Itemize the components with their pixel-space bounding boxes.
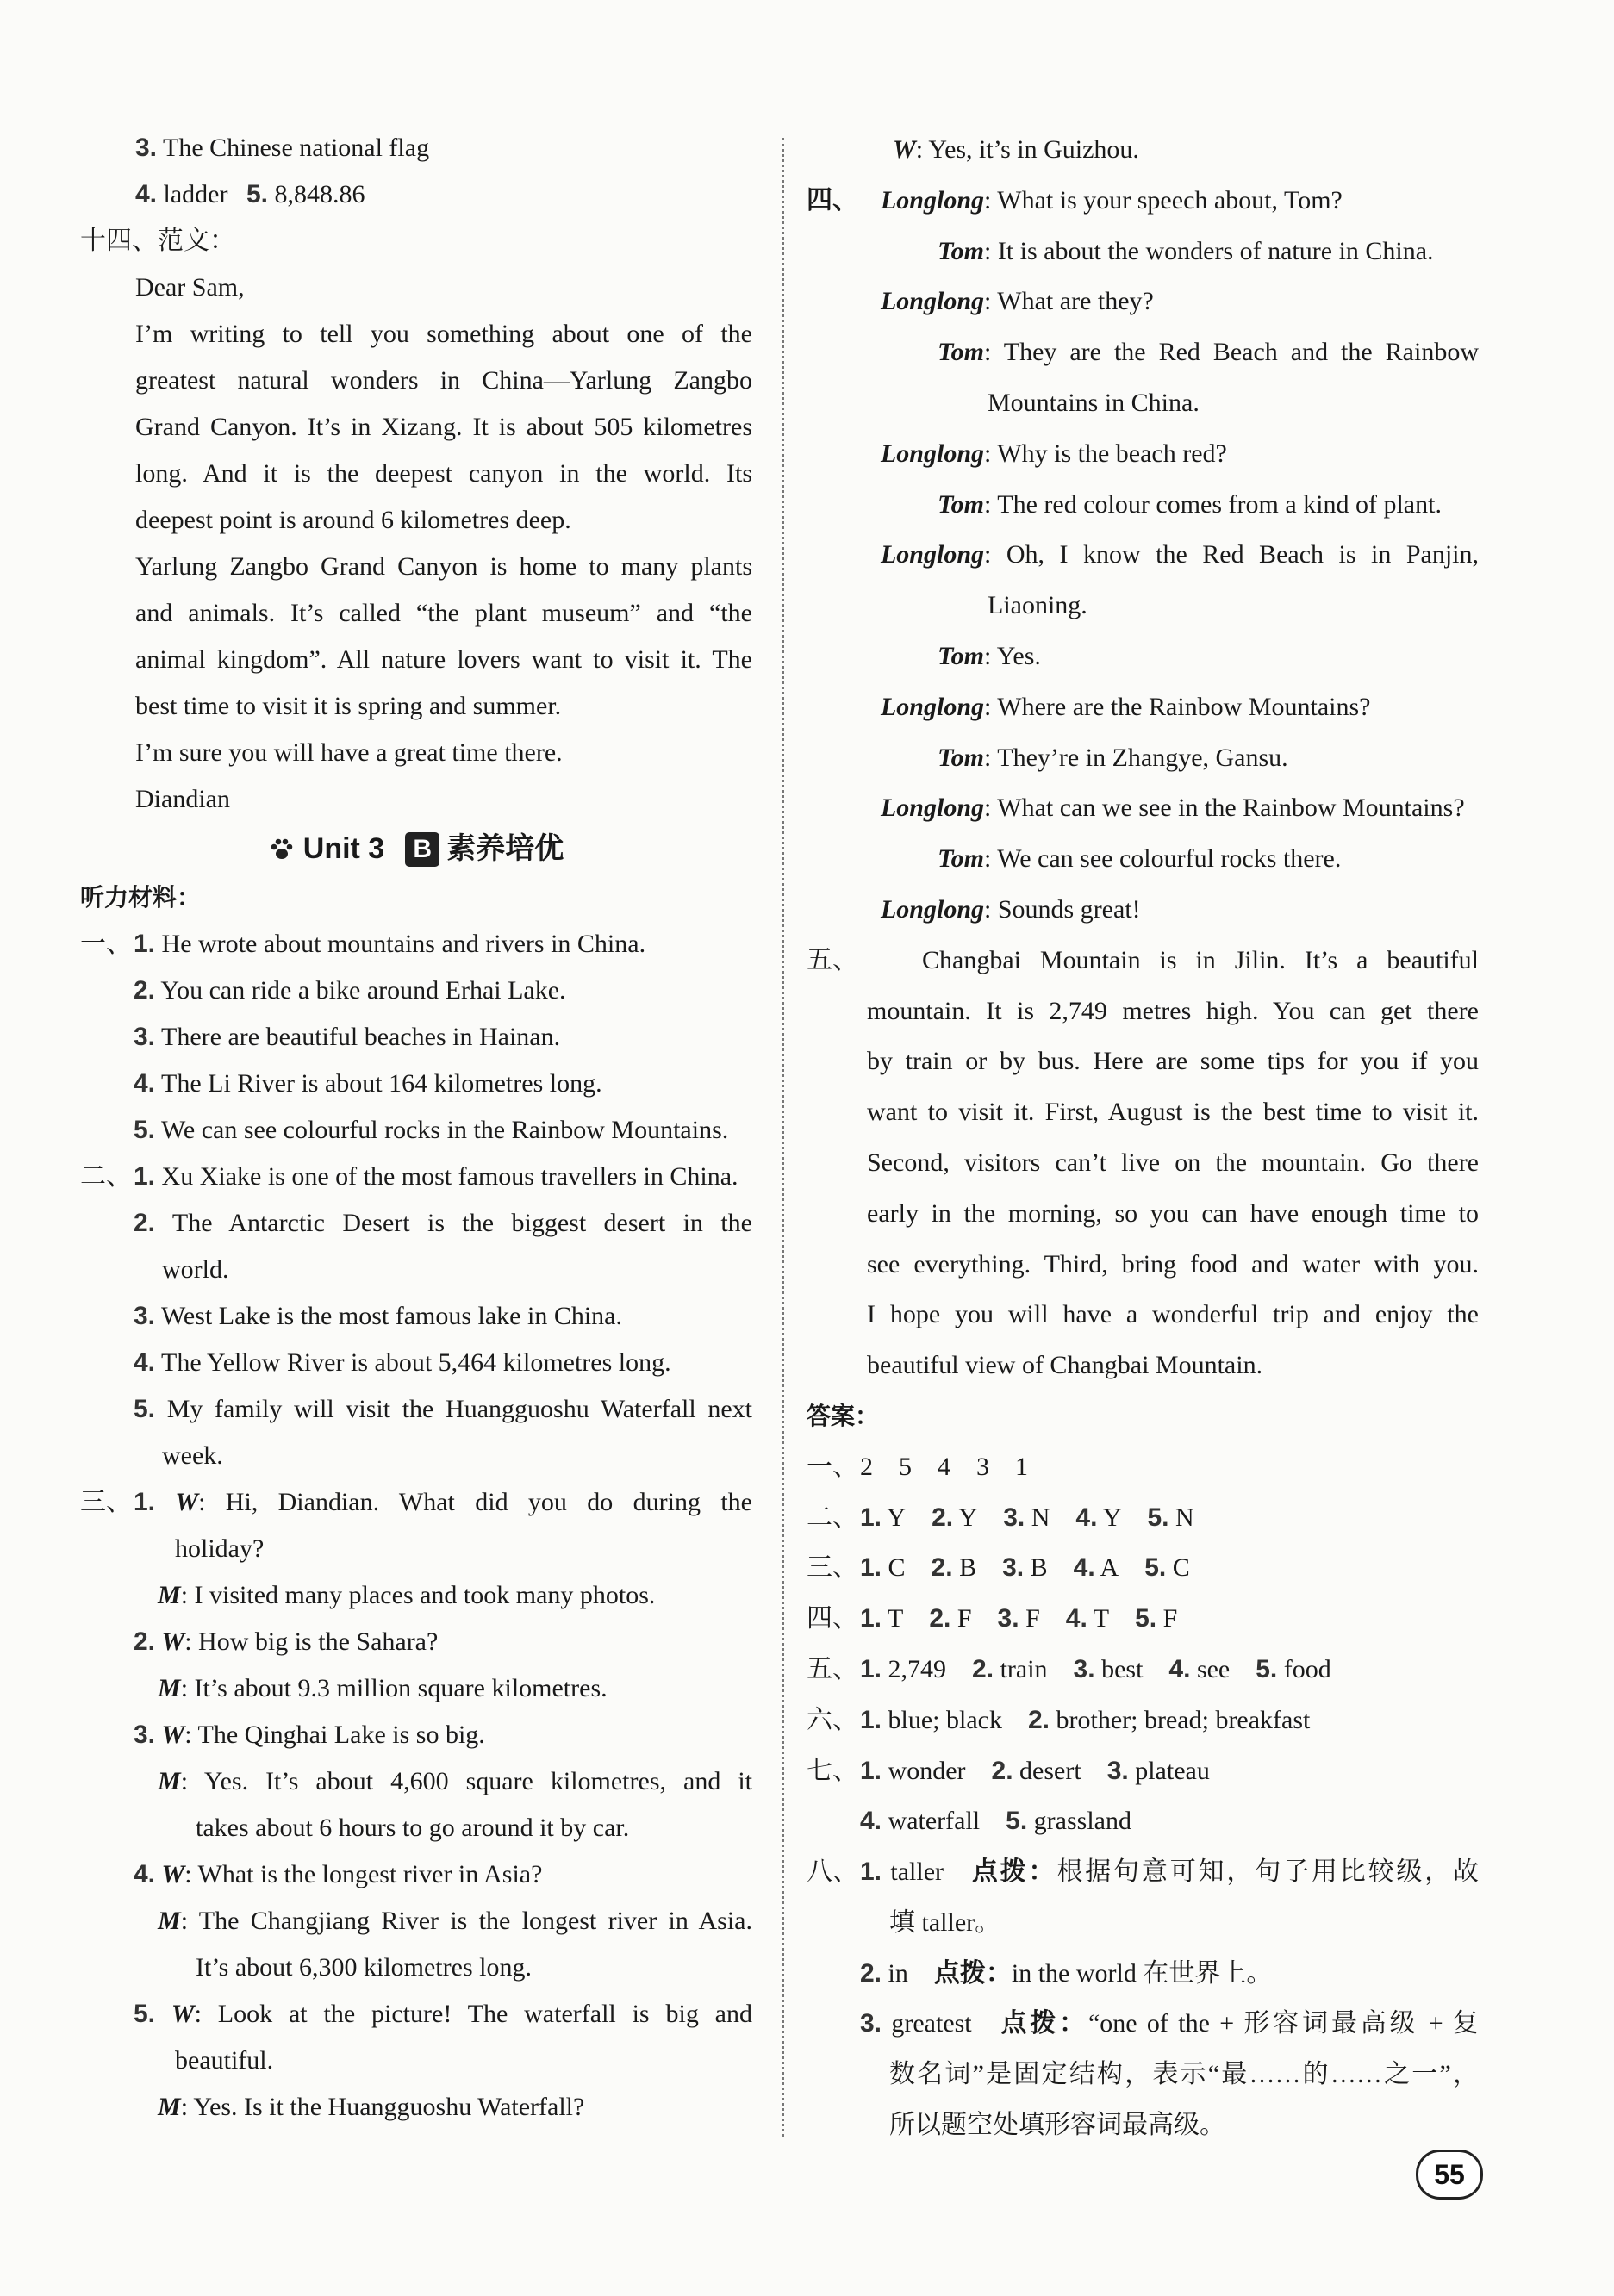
passage-line: beautiful view of Changbai Mountain. <box>867 1351 1263 1380</box>
speech: : What are they? <box>984 287 1154 316</box>
dialogue-line <box>80 1712 752 1758</box>
answer-value: see <box>1196 1654 1231 1683</box>
unit-label: Unit 3 <box>302 832 385 865</box>
answer-number: 2. <box>932 1503 954 1532</box>
answer-value: wonder <box>888 1756 966 1785</box>
speaker: Longlong <box>880 540 984 569</box>
unit-heading <box>80 823 752 874</box>
speech: : It is about the wonders of nature in China. <box>984 236 1434 265</box>
page-number: 55 <box>1416 2150 1483 2200</box>
item-number: 4. <box>134 1069 156 1098</box>
sec1-item <box>80 1014 752 1061</box>
essay-line: I’m writing to tell you something about one of the <box>135 320 752 348</box>
section-14-label: 十四、范文： <box>80 227 235 255</box>
answer-label: 八、 <box>807 1857 858 1887</box>
answer-value: B <box>959 1553 977 1583</box>
answer-value: train <box>1000 1654 1048 1683</box>
answer-value: T <box>1093 1604 1110 1633</box>
item-number: 3. <box>134 1023 156 1051</box>
answer-number: 4. <box>1168 1654 1191 1683</box>
speaker: Tom <box>938 743 984 772</box>
essay-greeting: Dear Sam, <box>135 273 245 302</box>
item-number: 5. <box>134 2000 156 2028</box>
sec1-item <box>80 921 752 968</box>
answer-value: desert <box>1019 1756 1081 1785</box>
answer-number: 1. <box>860 1705 882 1734</box>
dialogue-line <box>807 783 1479 834</box>
sec2-item-4: 4. The Yellow River is about 5,464 kilometres long. <box>134 1348 671 1377</box>
sec2-item-5-cont: week. <box>162 1441 223 1470</box>
speaker: W <box>161 1860 185 1888</box>
speaker: Longlong <box>880 185 984 215</box>
answer-row <box>807 1746 1479 1797</box>
speech: : What is the longest river in Asia? <box>184 1860 543 1888</box>
speaker: Tom <box>938 489 984 519</box>
dialogue-cont: Mountains in China. <box>988 388 1200 417</box>
answer-number: 4. <box>1065 1604 1087 1633</box>
listening-section-3 <box>80 1479 752 2131</box>
speech: : They are the Red Beach and the Rainbow <box>984 338 1479 367</box>
answer-label: 六、 <box>807 1705 858 1734</box>
dialogue-line <box>807 632 1479 682</box>
passage-line: Second, visitors can’t live on the mountain. Go there <box>867 1148 1479 1177</box>
answer-value: brother; bread; breakfast <box>1056 1705 1311 1734</box>
answer-number: 3. <box>1003 1503 1025 1532</box>
passage-line: 五、 Changbai Mountain is in Jilin. It’s a beautiful <box>807 936 1479 986</box>
answer-value: Y <box>958 1503 978 1532</box>
answer-row <box>807 1999 1479 2050</box>
sec2-item-5: 5. My family will visit the Huangguoshu Waterfall next <box>134 1395 752 1423</box>
essay-signature: Diandian <box>135 785 230 813</box>
answer-number: 2. <box>972 1654 994 1683</box>
answer-number: 2. <box>931 1553 953 1583</box>
speech: : Yes. Is it the Huangguoshu Waterfall? <box>180 2093 585 2121</box>
section-label: 一、 <box>80 930 132 958</box>
answer-value: blue; black <box>888 1705 1002 1734</box>
speech: : We can see colourful rocks there. <box>984 844 1342 874</box>
answer-number: 4. <box>1075 1503 1098 1532</box>
answer-value: A <box>1100 1553 1119 1583</box>
paw-icon <box>269 837 295 862</box>
dialogue-cont: beautiful. <box>175 2046 274 2075</box>
speaker: Longlong <box>880 287 984 316</box>
dialogue-line <box>807 733 1479 784</box>
speaker: M <box>158 1674 181 1702</box>
dialogue-cont: takes about 6 hours to go around it by car. <box>196 1814 630 1842</box>
dialogue-line <box>80 1758 752 1805</box>
dialogue-line <box>807 834 1479 885</box>
answer-number: 1. <box>860 1654 882 1683</box>
dialogue-line <box>807 885 1479 936</box>
answer-number: 1. <box>860 1553 882 1583</box>
item-text: He wrote about mountains and rivers in China. <box>161 930 646 958</box>
speech: : I visited many places and took many photos. <box>180 1581 656 1609</box>
sec1-item <box>80 968 752 1014</box>
answer-number: 1. <box>860 1857 882 1887</box>
essay-line: animal kingdom”. All nature lovers want to visit it. The <box>135 645 752 674</box>
section-label: 四、 <box>807 185 858 215</box>
answer-value: taller <box>890 1857 944 1887</box>
answer-row <box>807 1442 1479 1493</box>
unit-title: 素养培优 <box>446 832 564 865</box>
answer-number: 5. <box>1006 1807 1028 1836</box>
answer-row <box>807 1594 1479 1645</box>
answer-value: food <box>1283 1654 1331 1683</box>
listening-section-5 <box>807 936 1479 1391</box>
level-badge: B <box>405 832 439 867</box>
speaker: W <box>175 1488 199 1516</box>
answer-value: 2 5 4 3 1 <box>860 1452 1028 1481</box>
speech: : How big is the Sahara? <box>184 1627 439 1656</box>
answer-value: C <box>888 1553 906 1583</box>
dialogue-line <box>80 2084 752 2131</box>
dialogue-line <box>807 480 1479 531</box>
tip-text: in the world 在世界上。 <box>1011 1958 1273 1988</box>
passage-line: see everything. Third, bring food and water with you. <box>867 1249 1479 1279</box>
dialogue-line <box>80 1898 752 1944</box>
speaker: Longlong <box>880 793 984 823</box>
answer-label: 四、 <box>807 1604 858 1633</box>
answer-number: 5. <box>1135 1604 1157 1633</box>
item-number: 2. <box>134 1627 156 1656</box>
answer-number: 3. <box>860 2009 882 2038</box>
answer-number: 5. <box>1144 1553 1167 1583</box>
essay-line: Grand Canyon. It’s in Xizang. It is about 505 kilometres <box>135 413 752 441</box>
answer-row <box>807 1645 1479 1696</box>
dialogue-line <box>807 227 1479 277</box>
answer-row <box>807 1949 1479 2000</box>
column-divider <box>782 138 784 2137</box>
answer-number: 4. <box>860 1807 882 1836</box>
tip-label: 点拨： <box>997 2009 1088 2038</box>
essay-line: best time to visit it is spring and summer. <box>135 692 562 720</box>
answer-number: 2. <box>1027 1705 1050 1734</box>
item-text: There are beautiful beaches in Hainan. <box>161 1023 561 1051</box>
speech: : Oh, I know the Red Beach is in Panjin, <box>984 540 1479 569</box>
speaker: M <box>158 1581 181 1609</box>
speaker: M <box>158 2093 181 2121</box>
speaker: M <box>158 1767 181 1795</box>
item-number: 5. <box>134 1116 156 1144</box>
item-number: 3. <box>134 1720 156 1749</box>
answer-row <box>807 1847 1479 1898</box>
item-number: 4. <box>134 1860 156 1888</box>
item-number: 1. <box>134 1488 156 1516</box>
speaker: Longlong <box>880 894 984 924</box>
answer-row <box>807 1796 1479 1847</box>
item-text: You can ride a bike around Erhai Lake. <box>160 976 566 1005</box>
speech: : Hi, Diandian. What did you do during the <box>198 1488 752 1516</box>
answer-number: 3. <box>997 1604 1019 1633</box>
answer-value: F <box>957 1604 972 1633</box>
dialogue-line <box>80 1619 752 1665</box>
tip-text: “one of the + 形容词最高级 + 复 <box>1087 2009 1479 2038</box>
tip-label: 点拨： <box>969 1857 1057 1887</box>
dialogue-continuation: W: Yes, it’s in Guizhou. <box>893 135 1139 164</box>
speaker: Longlong <box>880 439 984 468</box>
dialogue-line <box>80 1479 752 1526</box>
speaker: M <box>158 1907 181 1935</box>
dialogue-line <box>807 429 1479 480</box>
essay-line: deepest point is around 6 kilometres deep. <box>135 506 571 534</box>
speech: : Where are the Rainbow Mountains? <box>984 692 1371 721</box>
speaker: W <box>171 2000 195 2028</box>
dialogue-line <box>80 1851 752 1898</box>
answer-value: 2,749 <box>888 1654 947 1683</box>
speech: : The Changjiang River is the longest river in Asia. <box>180 1907 752 1935</box>
answer-value: C <box>1172 1553 1190 1583</box>
sec2-item-3: 3. West Lake is the most famous lake in China. <box>134 1302 622 1330</box>
answer-value: plateau <box>1135 1756 1210 1785</box>
answer-label: 二、 <box>807 1503 858 1532</box>
answer-number: 2. <box>929 1604 951 1633</box>
answer-value: F <box>1162 1604 1178 1633</box>
speech: : Yes. <box>984 641 1041 670</box>
answer-number: 2. <box>991 1756 1013 1785</box>
dialogue-line <box>807 327 1479 378</box>
answer-value: T <box>888 1604 904 1633</box>
answer-value: Y <box>887 1503 907 1532</box>
answer-value: N <box>1031 1503 1050 1532</box>
item-13-3: 3. The Chinese national flag <box>135 134 430 162</box>
item-number: 1. <box>134 930 156 958</box>
answer-value: best <box>1101 1654 1144 1683</box>
answer-number: 5. <box>1147 1503 1169 1532</box>
speech: : What is your speech about, Tom? <box>984 185 1343 215</box>
dialogue-line <box>807 530 1479 581</box>
answer-value: Y <box>1102 1503 1122 1532</box>
passage-line: I hope you will have a wonderful trip and enjoy the <box>867 1300 1479 1329</box>
speech: : It’s about 9.3 million square kilometres. <box>180 1674 608 1702</box>
sec1-item <box>80 1061 752 1107</box>
answer-number: 3. <box>1073 1654 1095 1683</box>
answer-cont: 数名词”是固定结构，表示“最……的……之一”， <box>889 2060 1479 2089</box>
answer-row <box>807 1543 1479 1594</box>
essay-body <box>80 311 752 776</box>
item-text: We can see colourful rocks in the Rainbow Mountains. <box>161 1116 729 1144</box>
listening-section-1 <box>80 921 752 1154</box>
speaker: Tom <box>938 844 984 874</box>
answer-value: grassland <box>1033 1807 1131 1836</box>
answer-number: 1. <box>860 1503 882 1532</box>
essay-line: greatest natural wonders in China—Yarlung Zangbo <box>135 366 752 395</box>
speaker: Longlong <box>880 692 984 721</box>
passage-line: early in the morning, so you can have enough time to <box>867 1198 1479 1228</box>
dialogue-line <box>80 1991 752 2038</box>
item-13-4: 4. ladder 5. 8,848.86 <box>135 180 365 208</box>
passage-line: mountain. It is 2,749 metres high. You can get there <box>867 996 1479 1025</box>
answer-number: 3. <box>1002 1553 1025 1583</box>
answer-row <box>807 1493 1479 1544</box>
essay-line: I’m sure you will have a great time there. <box>135 738 563 767</box>
listening-label: 听力材料： <box>80 884 202 911</box>
dialogue-line <box>807 176 1479 227</box>
speech: : What can we see in the Rainbow Mountains? <box>984 793 1465 823</box>
answer-label: 七、 <box>807 1756 858 1785</box>
essay-line: long. And it is the deepest canyon in the world. Its <box>135 459 752 488</box>
answer-cont: 所以题空处填形容词最高级。 <box>889 2111 1225 2140</box>
answer-value: B <box>1030 1553 1048 1583</box>
answer-value: greatest <box>891 2009 972 2038</box>
speech: : They’re in Zhangye, Gansu. <box>984 743 1288 772</box>
answer-number: 5. <box>1256 1654 1278 1683</box>
speech: : Sounds great! <box>984 894 1141 924</box>
speech: : Yes. It’s about 4,600 square kilometres, and it <box>180 1767 752 1795</box>
speaker: Tom <box>938 641 984 670</box>
right-column <box>807 125 1479 2151</box>
speaker: Tom <box>938 236 984 265</box>
dialogue-line <box>80 1665 752 1712</box>
dialogue-line <box>80 1572 752 1619</box>
answers-label: 答案： <box>807 1402 880 1429</box>
answer-number: 4. <box>1073 1553 1095 1583</box>
speaker: W <box>161 1720 185 1749</box>
essay-line: Yarlung Zangbo Grand Canyon is home to many plants <box>135 552 752 581</box>
answer-row <box>807 1696 1479 1746</box>
dialogue-cont: It’s about 6,300 kilometres long. <box>196 1953 532 1982</box>
answer-cont: 填 taller。 <box>889 1907 1001 1937</box>
answer-number: 1. <box>860 1604 882 1633</box>
speaker: Tom <box>938 338 984 367</box>
tip-text: 根据句意可知，句子用比较级，故 <box>1056 1857 1480 1887</box>
section-label: 三、 <box>80 1488 132 1516</box>
dialogue-line <box>807 682 1479 733</box>
speaker: W <box>161 1627 185 1656</box>
sec2-item-2-cont: world. <box>162 1255 229 1284</box>
passage-line: want to visit it. First, August is the best time to visit it. <box>867 1098 1479 1127</box>
dialogue-line <box>807 277 1479 327</box>
answer-value: F <box>1025 1604 1040 1633</box>
answer-label: 一、 <box>807 1452 858 1481</box>
tip-label: 点拨： <box>933 1958 1012 1988</box>
answer-value: N <box>1175 1503 1194 1532</box>
answer-list <box>807 1442 1479 2151</box>
section-label: 五、 <box>807 945 858 974</box>
answer-number: 3. <box>1106 1756 1129 1785</box>
speech: : The red colour comes from a kind of plant. <box>984 489 1442 519</box>
sec2-item-2: 2. The Antarctic Desert is the biggest desert in the <box>134 1209 752 1237</box>
speech: : Why is the beach red? <box>984 439 1227 468</box>
left-column <box>80 125 752 2131</box>
item-number: 2. <box>134 976 156 1005</box>
sec1-item <box>80 1107 752 1154</box>
answer-value: in <box>888 1958 908 1988</box>
answer-label: 三、 <box>807 1553 858 1583</box>
sec2-item-1: 二、 1. Xu Xiake is one of the most famous travellers in China. <box>80 1162 738 1191</box>
answer-value: waterfall <box>888 1807 981 1836</box>
speech: : Look at the picture! The waterfall is big and <box>194 2000 752 2028</box>
dialogue-cont: Liaoning. <box>988 591 1087 620</box>
answer-number: 2. <box>860 1958 882 1988</box>
item-text: The Li River is about 164 kilometres long. <box>161 1069 602 1098</box>
answer-label: 五、 <box>807 1654 858 1683</box>
listening-section-4 <box>807 176 1479 936</box>
speech: : The Qinghai Lake is so big. <box>184 1720 485 1749</box>
dialogue-cont: holiday? <box>175 1534 265 1563</box>
answer-number: 1. <box>860 1756 882 1785</box>
passage-line: by train or by bus. Here are some tips for you if you <box>867 1047 1479 1076</box>
essay-line: and animals. It’s called “the plant museum” and “the <box>135 599 752 627</box>
